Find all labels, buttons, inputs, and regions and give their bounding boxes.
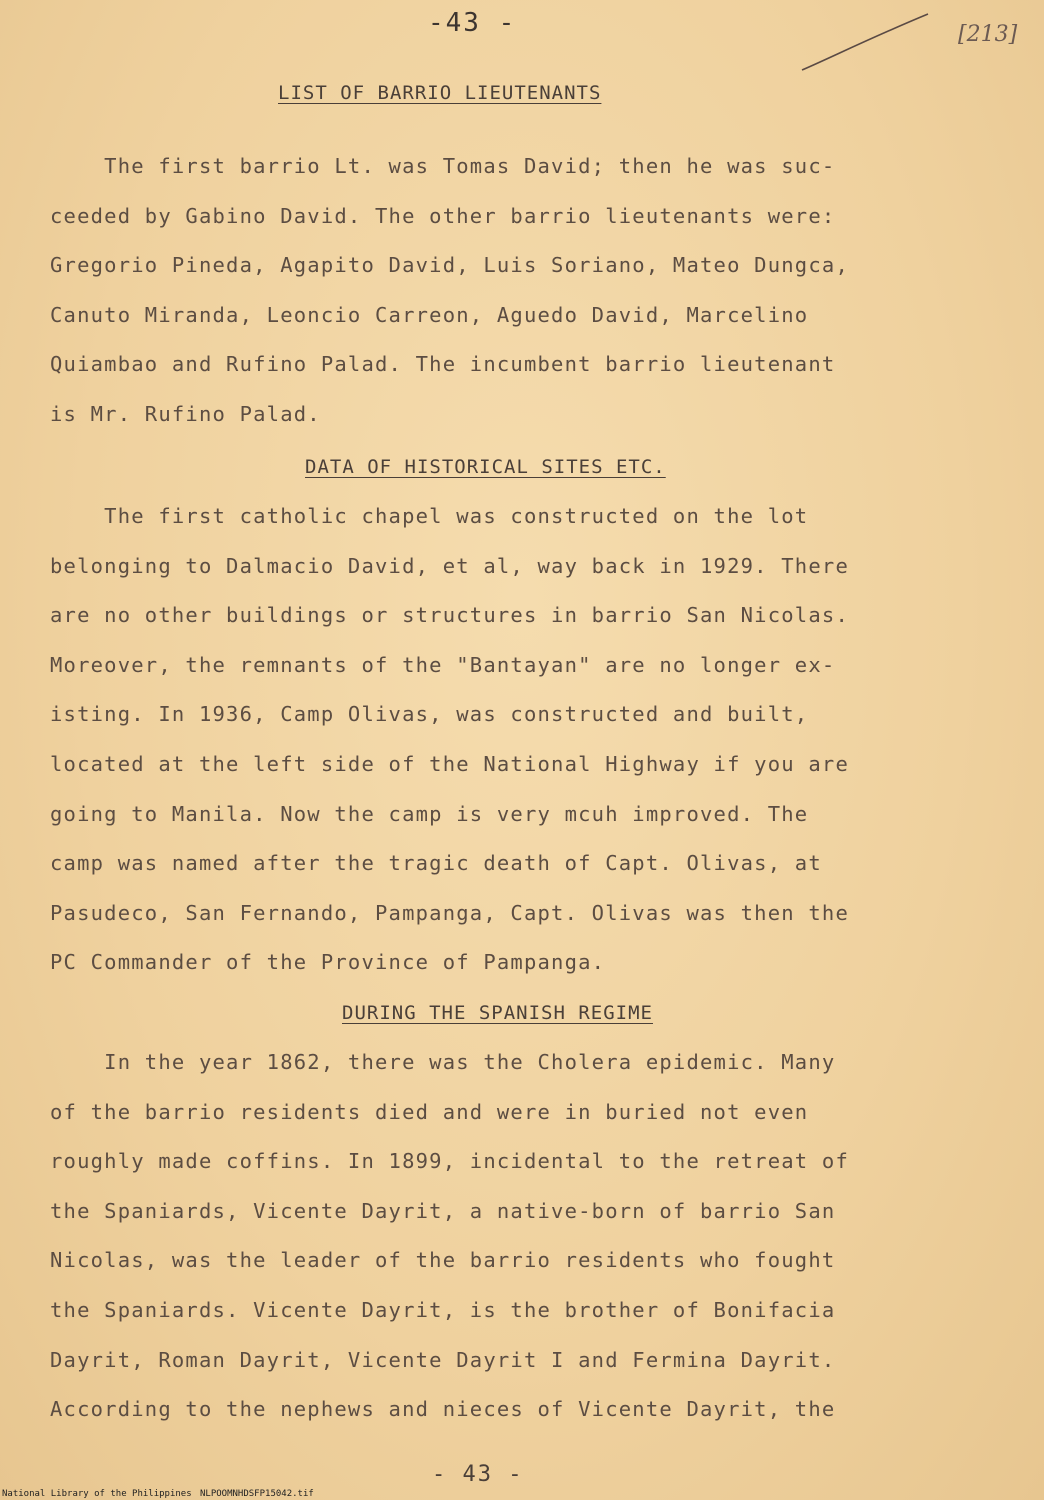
footer-library-name: National Library of the Philippines xyxy=(2,1489,192,1499)
paragraph-barrio-lieutenants xyxy=(50,142,930,440)
text-line: ceeded by Gabino David. The other barrio lieutenants were: xyxy=(50,203,836,228)
paragraph-spanish-regime xyxy=(50,1038,930,1435)
text-line: According to the nephews and nieces of Vicente Dayrit, the xyxy=(50,1397,836,1422)
text-line: roughly made coffins. In 1899, incidental to the retreat of xyxy=(50,1149,849,1174)
text-line: the Spaniards, Vicente Dayrit, a native-born of barrio San xyxy=(50,1198,836,1223)
text-line: Pasudeco, San Fernando, Pampanga, Capt. Olivas was then the xyxy=(50,900,849,925)
page-number-bottom: - 43 - xyxy=(432,1462,524,1487)
text-line: of the barrio residents died and were in buried not even xyxy=(50,1099,809,1124)
text-line: Dayrit, Roman Dayrit, Vicente Dayrit I and Fermina Dayrit. xyxy=(50,1347,836,1372)
text-line: belonging to Dalmacio David, et al, way back in 1929. There xyxy=(50,553,849,578)
text-line: the Spaniards. Vicente Dayrit, is the brother of Bonifacia xyxy=(50,1297,836,1322)
text-line: Canuto Miranda, Leoncio Carreon, Aguedo David, Marcelino xyxy=(50,302,809,327)
text-line: located at the left side of the National Highway if you are xyxy=(50,751,849,776)
archive-page-mark: [213] xyxy=(958,22,1018,47)
text-line: going to Manila. Now the camp is very mcuh improved. The xyxy=(50,801,809,826)
pen-stroke-mark xyxy=(800,8,940,78)
text-line: Moreover, the remnants of the "Bantayan" are no longer ex- xyxy=(50,652,836,677)
page-number-top: -43 - xyxy=(428,8,517,38)
footer-file-name: NLPOOMNHDSFP15042.tif xyxy=(200,1489,314,1499)
text-line: The first catholic chapel was constructed on the lot xyxy=(50,504,809,528)
text-line: Quiambao and Rufino Palad. The incumbent barrio lieutenant xyxy=(50,352,836,377)
text-line: PC Commander of the Province of Pampanga. xyxy=(50,950,606,975)
paragraph-historical-sites xyxy=(50,492,930,988)
heading-historical-sites: DATA OF HISTORICAL SITES ETC. xyxy=(305,456,666,478)
text-line: isting. In 1936, Camp Olivas, was constructed and built, xyxy=(50,702,809,727)
heading-barrio-lieutenants: LIST OF BARRIO LIEUTENANTS xyxy=(278,82,602,104)
text-line: are no other buildings or structures in barrio San Nicolas. xyxy=(50,603,849,628)
text-line: is Mr. Rufino Palad. xyxy=(50,401,321,426)
text-line: camp was named after the tragic death of Capt. Olivas, at xyxy=(50,851,822,876)
text-line: In the year 1862, there was the Cholera epidemic. Many xyxy=(50,1050,836,1074)
text-line: Nicolas, was the leader of the barrio residents who fought xyxy=(50,1248,836,1273)
text-line: Gregorio Pineda, Agapito David, Luis Soriano, Mateo Dungca, xyxy=(50,253,849,278)
text-line: The first barrio Lt. was Tomas David; then he was suc- xyxy=(50,154,836,178)
heading-spanish-regime: DURING THE SPANISH REGIME xyxy=(342,1002,653,1024)
